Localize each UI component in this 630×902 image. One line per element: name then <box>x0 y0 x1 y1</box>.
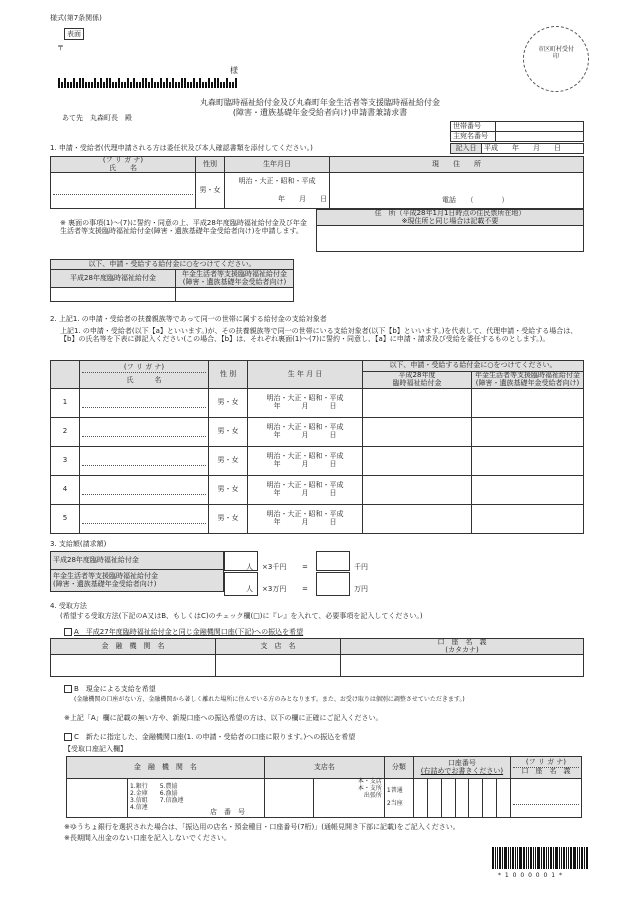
dependent-row <box>51 447 584 476</box>
stamp-text: 市区町村受付 印 <box>537 46 574 60</box>
reception-stamp <box>523 26 589 92</box>
barcode-bar <box>541 847 542 869</box>
barcode-bar <box>145 78 147 88</box>
barcode-bar <box>190 82 192 88</box>
a-holder-header <box>341 639 584 655</box>
barcode-bar <box>232 82 234 88</box>
account-digit-box[interactable] <box>497 779 510 817</box>
postal-mark: 〒 <box>57 44 64 52</box>
barcode-bar <box>510 847 511 869</box>
barcode-bar <box>226 78 228 88</box>
barcode-bar <box>172 78 174 88</box>
a-holder-line2: (カタカナ) <box>445 645 479 654</box>
barcode-bar <box>205 82 207 88</box>
barcode-bar <box>537 847 540 869</box>
barcode-bar <box>76 82 78 88</box>
dep-furigana-label: (フ リ ガ ナ) <box>82 364 206 373</box>
row1-person-unit: 人 <box>246 563 253 571</box>
section3-heading: 3. 支給額(請求額) <box>50 540 107 548</box>
barcode-bar <box>533 847 534 869</box>
c-bank-header: 金 融 機 関 名 <box>67 757 265 779</box>
c-furigana-label: (フ リ ガ ナ) <box>513 759 579 768</box>
barcode-bar <box>181 78 183 88</box>
barcode-bar <box>169 82 171 88</box>
dep-col2-header <box>472 372 583 387</box>
dependent-benefit2-check[interactable] <box>472 476 584 505</box>
addressee-no-field[interactable] <box>496 132 584 142</box>
applicant-name-header <box>51 157 196 173</box>
dependent-row-number: 4 <box>51 476 80 505</box>
barcode-bar <box>148 82 150 88</box>
dep-name-header <box>80 361 209 389</box>
barcode-bar <box>103 82 105 88</box>
amount-row2-line2: (障害・遺族基礎年金受給者向け) <box>53 579 157 588</box>
barcode-bar <box>136 82 138 88</box>
barcode-bar <box>109 78 111 88</box>
barcode-bar <box>142 78 144 88</box>
barcode-bar <box>58 78 60 88</box>
amount-row2-line1: 年金生活者等支援臨時福祉給付金 <box>53 571 158 580</box>
form-barcode <box>492 847 589 869</box>
dependent-benefit1-check[interactable] <box>363 389 472 418</box>
dep-col1-header <box>363 372 472 387</box>
dependent-row <box>51 476 584 505</box>
section2-paragraph: 上記1. の申請・受給者(以下【a】といいます。)が、その扶養親族等で同一の世帯にいる支給対象者(以下【b】といいます。)を代表して、代理申請・受給する場合は、【b】の氏名等を下表に御記入ください(この場合、【b】は、それぞれ裏面(1)～(7)に誓約・同意し、【a】に申請・請求及び受給を委任するものとします。)。 <box>60 327 578 344</box>
dependent-row-number: 5 <box>51 505 80 534</box>
barcode-bar <box>579 847 580 869</box>
barcode-bar <box>517 847 518 869</box>
title-line1: 丸森町臨時福祉給付金及び丸森町年金生活者等支援臨時福祉給付金 <box>200 98 440 107</box>
dep-col2-line1: 年金生活者等支援臨時福祉給付金 <box>475 371 580 380</box>
dep-benefit-header <box>363 361 584 389</box>
barcode-bar <box>124 82 126 88</box>
barcode-bar <box>130 82 132 88</box>
dependent-era: 明治・大正・昭和・平成 <box>266 510 344 519</box>
barcode-bar <box>208 78 210 88</box>
dependent-benefit1-check[interactable] <box>363 476 472 505</box>
benefit-check-header: 以下、申請・受給する給付金に○をつけてください。 <box>51 260 294 270</box>
applicant-name-field[interactable] <box>51 173 196 209</box>
furigana-label: (フ リ ガ ナ) <box>102 156 144 164</box>
footnote-1: ※ゆうちょ銀行を選択された場合は、「振込用の店名・預金種目・口座番号(7桁)」(通帳見開き下部に記載)をご記入ください。 <box>64 823 460 831</box>
era-options: 明治・大正・昭和・平成 <box>238 177 316 186</box>
benefit2-line1: 年金生活者等支援臨時福祉給付金 <box>182 269 287 278</box>
barcode-bar <box>559 847 560 869</box>
barcode-bar <box>166 78 168 88</box>
name-label: 氏 名 <box>109 163 137 172</box>
barcode-bar <box>184 78 186 88</box>
barcode-bar <box>85 82 87 88</box>
dependent-benefit1-check[interactable] <box>363 447 472 476</box>
barcode-bar <box>217 78 219 88</box>
barcode-bar <box>568 847 569 869</box>
title-line2: (障害・遺族基礎年金受給者向け)申請書兼請求書 <box>232 108 408 117</box>
barcode-bar <box>548 847 549 869</box>
barcode-bar <box>546 847 547 869</box>
benefit1-check[interactable] <box>51 288 176 302</box>
dependent-gender-field[interactable]: 男・女 <box>209 389 248 418</box>
barcode-bar <box>550 847 552 869</box>
benefit-select-table <box>50 259 294 302</box>
c-acctno-line2: (右詰めでお書きください) <box>420 766 504 775</box>
barcode-bar <box>157 82 159 88</box>
barcode-bar <box>121 82 123 88</box>
barcode-bar <box>519 847 522 869</box>
dependent-row-number: 1 <box>51 389 80 418</box>
benefit2-line2: (障害・遺族基礎年金受給者向け) <box>182 277 287 286</box>
row2-rate: ×3万円 <box>262 585 287 593</box>
row-number-header <box>51 361 80 389</box>
option-a-label: A 平成27年度臨時福祉給付金と同じ金融機関口座(下記)への振込を希望 <box>74 628 304 636</box>
barcode-bar <box>160 78 162 88</box>
option-c[interactable] <box>64 733 355 741</box>
household-no-label: 世帯番号 <box>451 122 496 132</box>
barcode-bar <box>528 847 529 869</box>
dependent-benefit2-check[interactable] <box>472 447 584 476</box>
applicant-table <box>50 156 584 209</box>
option-b-label: B 現金による支給を希望 <box>74 685 156 693</box>
entry-date-table <box>450 143 584 154</box>
barcode-bar <box>566 847 567 869</box>
dependent-row <box>51 389 584 418</box>
barcode-bar <box>535 847 536 869</box>
dependent-benefit2-check[interactable] <box>472 505 584 534</box>
c-acctno-line1: 口座番号 <box>447 758 476 767</box>
barcode-bar <box>586 847 588 869</box>
barcode-bar <box>97 82 99 88</box>
resident-address-field[interactable] <box>317 226 584 252</box>
section4-instruction: (希望する受取方法(下記のA又はB、もしくはC)のチェック欄(□)に『レ』を入れて、必要事項を記入してください。) <box>60 612 423 620</box>
entry-date-field[interactable]: 平成 年 月 日 <box>482 144 584 154</box>
barcode-bar <box>61 82 63 88</box>
c-holder-header <box>510 757 581 779</box>
barcode-bar <box>196 82 198 88</box>
store-number-label: 店 番 号 <box>210 808 245 816</box>
barcode-bar <box>495 847 496 869</box>
barcode-bar <box>223 82 225 88</box>
dependent-era: 明治・大正・昭和・平成 <box>266 394 344 403</box>
dependent-gender-field[interactable]: 男・女 <box>209 476 248 505</box>
barcode-bar <box>199 78 201 88</box>
a-holder-line1: 口 座 名 義 <box>437 638 487 646</box>
dependent-ymd: 年 月 日 <box>273 431 337 439</box>
entry-date-label: 記入日 <box>451 144 482 154</box>
ymd-label: 年 月 日 <box>278 194 327 203</box>
barcode-bar <box>543 847 545 869</box>
dependent-benefit2-check[interactable] <box>472 418 584 447</box>
c-branch-header: 支店名 <box>264 757 384 779</box>
barcode-bar <box>106 78 108 88</box>
a-bank-header: 金 融 機 関 名 <box>51 639 216 655</box>
c-holder-field[interactable] <box>510 779 581 818</box>
a-branch-field[interactable] <box>216 655 341 677</box>
barcode-bar <box>73 78 75 88</box>
barcode-bar <box>530 847 532 869</box>
barcode-bar <box>570 847 572 869</box>
barcode-bar <box>502 847 503 869</box>
option-b-checkbox[interactable] <box>64 685 72 693</box>
dependent-era: 明治・大正・昭和・平成 <box>266 481 344 490</box>
barcode-bar <box>492 847 494 869</box>
barcode-bar <box>581 847 583 869</box>
barcode-bar <box>100 78 102 88</box>
barcode-bar <box>88 82 90 88</box>
front-label: 表面 <box>64 28 84 40</box>
address-header: 現 住 所 <box>330 157 584 173</box>
dep-check-header: 以下、申請・受給する給付金に○をつけてください。 <box>363 361 583 372</box>
row1-rate: ×3千円 <box>262 563 287 571</box>
barcode-bar <box>151 78 153 88</box>
amount-row1-label: 平成28年度臨時福祉給付金 <box>51 552 224 570</box>
dependent-row-number: 3 <box>51 447 80 476</box>
dependent-ymd: 年 月 日 <box>273 518 337 526</box>
dependent-row <box>51 418 584 447</box>
account-digit-box[interactable] <box>428 779 442 817</box>
amount-row1-total[interactable] <box>316 551 350 571</box>
barcode-bar <box>526 847 527 869</box>
barcode-bar <box>70 82 72 88</box>
c-holder-label: 口 座 名 義 <box>521 767 571 775</box>
c-type-header: 分類 <box>384 757 413 779</box>
resident-address-note: ※現住所と同じ場合は記載不要 <box>401 216 499 225</box>
barcode-bar <box>584 847 585 869</box>
section2-heading: 2. 上記1. の申請・受給者の扶養親族等であって同一の世帯に属する給付金の支給対象者 <box>50 315 327 323</box>
row2-person-unit: 人 <box>246 585 253 593</box>
c-bank-types[interactable]: 1.銀行 5.農協 2.金庫 6.漁協 3.信組 7.信漁連 4.信連 <box>128 779 265 818</box>
option-b-note: (金融機関の口座がない方、金融機関から著しく離れた場所に住んでいる方のみとなります。また、お受け取りは個別に調整させていただきます。) <box>74 696 465 703</box>
option-a[interactable] <box>64 628 303 636</box>
applicant-gender-field[interactable]: 男・女 <box>196 173 225 209</box>
dependent-benefit1-check[interactable] <box>363 418 472 447</box>
row1-unit: 千円 <box>354 563 368 571</box>
c-type-options[interactable]: 1普通 2当座 <box>384 779 413 818</box>
barcode-bar <box>504 847 507 869</box>
dependent-benefit2-check[interactable] <box>472 389 584 418</box>
option-a-table <box>50 638 584 677</box>
a-bank-field[interactable] <box>51 655 216 677</box>
section1-heading: 1. 申請・受給者(代理申請される方は委任状及び本人確認書類を添付してください。) <box>50 144 313 152</box>
id-number-table <box>450 121 584 142</box>
applicant-address-field[interactable] <box>330 173 584 209</box>
dependent-gender-field[interactable]: 男・女 <box>209 505 248 534</box>
barcode-bar <box>91 82 93 88</box>
dependent-name-field[interactable] <box>80 389 209 418</box>
barcode-bar <box>214 78 216 88</box>
dep-name-label: 氏 名 <box>126 376 162 384</box>
dependent-ymd: 年 月 日 <box>273 402 337 410</box>
amount-row2-label <box>51 570 224 592</box>
gender-header: 性別 <box>196 157 225 173</box>
dependent-row-number: 2 <box>51 418 80 447</box>
resident-address-table <box>316 209 584 252</box>
barcode-bar <box>563 847 565 869</box>
barcode-bar <box>235 78 237 88</box>
row2-eq: = <box>302 585 308 593</box>
sama-label: 様 <box>230 66 238 75</box>
section4-heading: 4. 受取方法 <box>50 602 87 610</box>
dependent-ymd: 年 月 日 <box>273 489 337 497</box>
barcode-bar <box>220 82 222 88</box>
barcode-bar <box>573 847 576 869</box>
dep-col1-line1: 平成28年度 <box>398 371 436 380</box>
dependent-gender-field[interactable]: 男・女 <box>209 447 248 476</box>
addressee: あて先 丸森町長 殿 <box>62 114 132 122</box>
dependent-ymd: 年 月 日 <box>273 460 337 468</box>
account-digit-box[interactable] <box>483 779 497 817</box>
barcode-number: * 1 0 0 0 0 0 1 * <box>498 872 563 879</box>
barcode-bar <box>133 78 135 88</box>
barcode-bar <box>497 847 498 869</box>
barcode-bar <box>115 82 117 88</box>
benefit1-label: 平成28年度臨時福祉給付金 <box>51 270 176 288</box>
barcode-bar <box>499 847 501 869</box>
dependent-birth-field[interactable] <box>248 389 363 418</box>
dependent-name-field[interactable] <box>80 447 209 476</box>
barcode-bar <box>553 847 554 869</box>
benefit2-check[interactable] <box>176 288 294 302</box>
barcode-bar <box>523 847 525 869</box>
dependent-birth-field[interactable] <box>248 418 363 447</box>
dependent-benefit1-check[interactable] <box>363 505 472 534</box>
barcode-bar <box>193 78 195 88</box>
barcode-bar <box>154 82 156 88</box>
c-acctno-header <box>413 757 510 779</box>
benefit2-label <box>176 270 294 288</box>
applicant-birth-field[interactable] <box>225 173 330 209</box>
barcode-bar <box>79 78 81 88</box>
addressee-no-label: 主宛名番号 <box>451 132 496 142</box>
row2-unit: 万円 <box>354 585 368 593</box>
barcode-bar <box>112 82 114 88</box>
barcode-bar <box>67 82 69 88</box>
account-heading: 【受取口座記入欄】 <box>64 745 127 753</box>
barcode-bar <box>139 82 141 88</box>
amount-labels-table <box>50 551 224 592</box>
barcode-bar <box>175 82 177 88</box>
account-digit-box[interactable] <box>442 779 456 817</box>
c-acctno-field[interactable] <box>413 779 510 818</box>
birth-header: 生年月日 <box>225 157 330 173</box>
barcode-bar <box>577 847 578 869</box>
address-barcode <box>58 78 238 88</box>
dependent-name-field[interactable] <box>80 505 209 534</box>
footnote-2: ※長期間入出金のない口座を記入しないでください。 <box>64 834 231 842</box>
barcode-bar <box>178 82 180 88</box>
barcode-bar <box>512 847 514 869</box>
a-holder-field[interactable] <box>341 655 584 677</box>
option-note: ※上記「A」欄に記載の無い方や、新規口座への振込希望の方は、以下の欄に正確にご記入ください。 <box>64 714 383 722</box>
household-no-field[interactable] <box>496 122 584 132</box>
barcode-bar <box>202 82 204 88</box>
dependent-row <box>51 505 584 534</box>
barcode-bar <box>82 78 84 88</box>
barcode-bar <box>187 82 189 88</box>
account-digit-box[interactable] <box>469 779 483 817</box>
barcode-bar <box>555 847 558 869</box>
dependent-name-field[interactable] <box>80 418 209 447</box>
barcode-bar <box>508 847 509 869</box>
barcode-bar <box>118 78 120 88</box>
dep-col2-line2: (障害・遺族基礎年金受給者向け) <box>475 378 580 387</box>
account-table <box>66 756 582 818</box>
dependent-era: 明治・大正・昭和・平成 <box>266 452 344 461</box>
phone-label: 電話 （ ） <box>442 196 509 205</box>
barcode-bar <box>64 78 66 88</box>
amount-row2-total[interactable] <box>316 572 350 596</box>
c-branch-field[interactable] <box>264 779 313 818</box>
barcode-bar <box>561 847 562 869</box>
barcode-bar <box>211 82 213 88</box>
account-digit-box[interactable] <box>414 779 428 817</box>
option-c-checkbox[interactable] <box>64 733 72 741</box>
option-c-label: C 新たに指定した、金融機関口座(1. の申請・受給者の口座に限ります。)への振込を希望 <box>74 733 356 741</box>
dep-birth-header: 生 年 月 日 <box>248 361 363 389</box>
resident-address-label: 住 所（平成28年1月1日時点の住民票所在地） <box>374 209 526 217</box>
dep-col1-line2: 臨時福祉給付金 <box>392 378 442 387</box>
a-branch-header: 支 店 名 <box>216 639 341 655</box>
option-b[interactable] <box>64 685 156 693</box>
barcode-bar <box>94 78 96 88</box>
c-bank-field[interactable] <box>67 779 128 818</box>
c-branch-types[interactable]: 本・支店 本・支所 出張所 <box>313 779 384 818</box>
dep-gender-header: 性 別 <box>209 361 248 389</box>
barcode-bar <box>515 847 516 869</box>
barcode-bar <box>163 82 165 88</box>
dependent-name-field[interactable] <box>80 476 209 505</box>
option-a-checkbox[interactable] <box>64 628 72 636</box>
barcode-bar <box>229 82 231 88</box>
row1-eq: = <box>302 563 308 571</box>
barcode-bar <box>127 78 129 88</box>
agreement-text: ※ 裏面の事項(1)～(7)に誓約・同意の上、平成28年度臨時福祉給付金及び年金生活者等支援臨時福祉給付金(障害・遺族基礎年金受給者向け)を申請します。 <box>60 219 307 236</box>
dependent-birth-field[interactable] <box>248 505 363 534</box>
dependents-table <box>50 360 584 534</box>
resident-address-header <box>317 210 584 226</box>
account-digit-box[interactable] <box>456 779 470 817</box>
dependent-birth-field[interactable] <box>248 447 363 476</box>
dependent-gender-field[interactable]: 男・女 <box>209 418 248 447</box>
dependent-era: 明治・大正・昭和・平成 <box>266 423 344 432</box>
dependent-birth-field[interactable] <box>248 476 363 505</box>
form-number: 様式(第7条関係) <box>50 14 102 22</box>
